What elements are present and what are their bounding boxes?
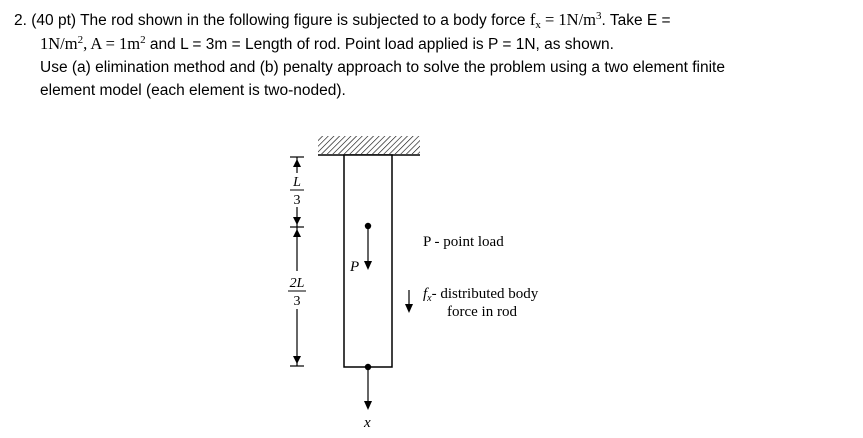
dimension-arrow-bottom-up (293, 229, 301, 237)
area-value: , A = 1m (83, 34, 141, 53)
dimension-arrow-bottom-down (293, 356, 301, 364)
fx-value: = 1N/m (544, 10, 596, 29)
length-and-load-text: and L = 3m = Length of rod. Point load applied is P = 1N, as shown. (145, 36, 614, 53)
area-exponent: 2 (140, 34, 146, 46)
take-e-text: . Take E = (601, 12, 671, 29)
dimension-bottom-numerator: 2L (289, 276, 305, 291)
problem-line-4: element model (each element is two-noded). (40, 82, 346, 99)
dimension-top-numerator: L (293, 175, 301, 190)
dimension-top-denominator: 3 (293, 193, 301, 208)
legend-fx-subscript: x (427, 293, 432, 304)
problem-number: 2. (14, 12, 27, 29)
x-axis-label: x (364, 415, 371, 431)
dimension-arrow-top-down (293, 217, 301, 225)
bottom-node (365, 364, 371, 370)
problem-points: (40 pt) (31, 12, 77, 29)
fx-symbol: f (529, 10, 536, 29)
fx-subscript: x (535, 19, 541, 31)
e-exponent: 2 (77, 34, 84, 46)
legend-body-force-line-1 (423, 286, 539, 304)
legend-fx-symbol: f (423, 286, 428, 302)
legend-body-force-arrowhead (405, 304, 413, 313)
legend-body-force-text: - distributed body (431, 286, 539, 302)
legend-body-force-line-2: force in rod (447, 304, 517, 320)
point-load-label: P (350, 259, 360, 275)
dimension-arrow-top-up (293, 159, 301, 167)
legend-point-load: P - point load (423, 234, 504, 250)
dimension-bottom-denominator: 3 (293, 294, 301, 309)
point-load-node (365, 223, 371, 229)
problem-intro: The rod shown in the following figure is subjected to a body force (80, 12, 526, 29)
fixed-support-hatch (318, 136, 420, 154)
x-axis-arrowhead (364, 401, 372, 410)
problem-line-3: Use (a) elimination method and (b) penalty approach to solve the problem using a two element finite (40, 59, 725, 76)
e-value: 1N/m (40, 34, 78, 53)
fx-exponent: 3 (596, 10, 602, 22)
